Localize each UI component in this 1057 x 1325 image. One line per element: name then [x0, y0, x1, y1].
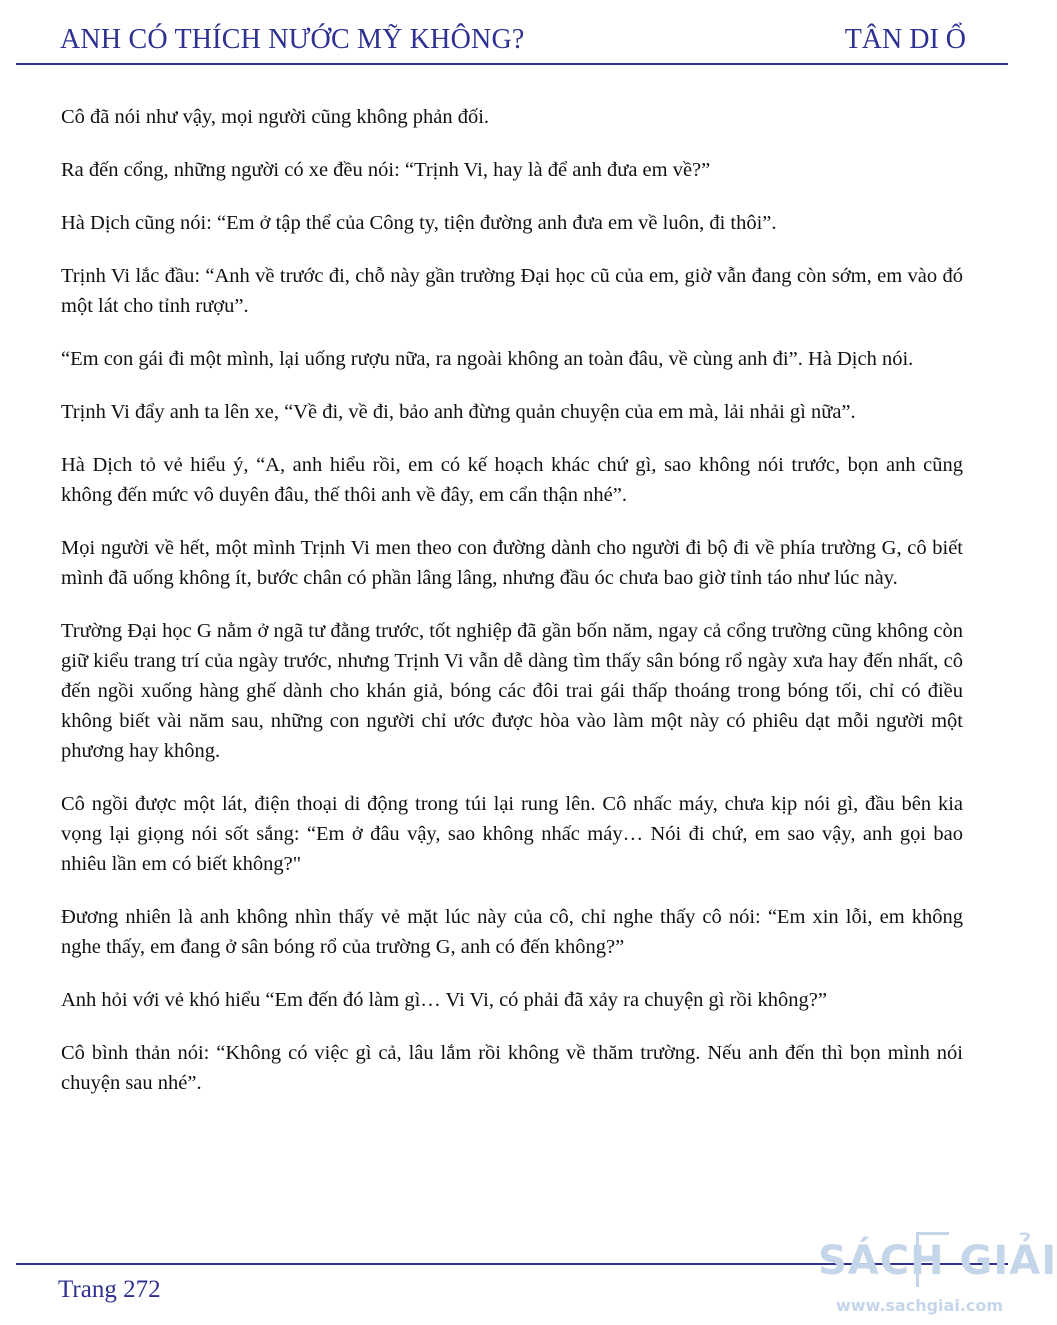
watermark-url: www.sachgiai.com: [836, 1296, 1004, 1315]
book-title: ANH CÓ THÍCH NƯỚC MỸ KHÔNG?: [60, 24, 525, 55]
watermark: [808, 1224, 1057, 1324]
paragraph: “Em con gái đi một mình, lại uống rượu nữa, ra ngoài không an toàn đâu, về cùng anh đi”. Hà Dịch nói.: [61, 348, 914, 370]
paragraph: Hà Dịch cũng nói: “Em ở tập thể của Công ty, tiện đường anh đưa em về luôn, đi thôi”.: [61, 212, 777, 234]
paragraph: Trường Đại học G nằm ở ngã tư đằng trước, tốt nghiệp đã gần bốn năm, ngay cả cổng trường cũng không còn giữ kiểu trang trí của ngày trước, nhưng Trịnh Vi vẫn dễ dàng tìm thấy sân bóng rổ ngày xưa hay đến nhất, cô đến ngồi xuống hàng ghế dành cho khán giả, bóng các đôi trai gái thấp thoáng trong bóng tối, chỉ có điều không biết vài năm sau, những con người chỉ ước được hòa vào làm một này có phiêu dạt mỗi người một phương hay không.: [61, 620, 963, 762]
paragraph: Cô bình thản nói: “Không có việc gì cả, lâu lắm rồi không về thăm trường. Nếu anh đến thì bọn mình nói chuyện sau nhé”.: [61, 1042, 963, 1094]
paragraph: Cô ngồi được một lát, điện thoại di động trong túi lại rung lên. Cô nhấc máy, chưa kịp nói gì, đầu bên kia vọng lại giọng nói sốt sắng: “Em ở đâu vậy, sao không nhấc máy… Nói đi chứ, em sao vậy, anh gọi bao nhiêu lần em có biết không?": [61, 793, 963, 875]
paragraph: Hà Dịch tỏ vẻ hiểu ý, “A, anh hiểu rồi, em có kế hoạch khác chứ gì, sao không nói trước, bọn anh cũng không đến mức vô duyên đâu, thế thôi anh về đây, em cẩn thận nhé”.: [61, 454, 963, 506]
author-name: TÂN DI Ổ: [844, 24, 966, 55]
paragraph: Anh hỏi với vẻ khó hiểu “Em đến đó làm gì… Vi Vi, có phải đã xảy ra chuyện gì rồi không?”: [61, 989, 827, 1011]
paragraph: Đương nhiên là anh không nhìn thấy vẻ mặt lúc này của cô, chỉ nghe thấy cô nói: “Em xin lỗi, em không nghe thấy, em đang ở sân bóng rổ của trường G, anh có đến không?”: [61, 906, 963, 958]
paragraph: Mọi người về hết, một mình Trịnh Vi men theo con đường dành cho người đi bộ đi về phía trường G, cô biết mình đã uống không ít, bước chân có phần lâng lâng, nhưng đầu óc chưa bao giờ tỉnh táo như lúc này.: [61, 537, 963, 589]
watermark-logo: SÁCH GIẢI: [818, 1238, 1057, 1284]
paragraph: Ra đến cổng, những người có xe đều nói: “Trịnh Vi, hay là để anh đưa em về?”: [61, 159, 711, 181]
paragraph: Trịnh Vi đẩy anh ta lên xe, “Về đi, về đi, bảo anh đừng quản chuyện của em mà, lải nhải gì nữa”.: [61, 401, 856, 423]
page-number: Trang 272: [58, 1276, 161, 1303]
page-header: [0, 0, 1024, 66]
paragraph: Cô đã nói như vậy, mọi người cũng không phản đối.: [61, 106, 490, 128]
header-divider: [16, 63, 1008, 65]
paragraph: Trịnh Vi lắc đầu: “Anh về trước đi, chỗ này gần trường Đại học cũ của em, giờ vẫn đang còn sớm, em vào đó một lát cho tỉnh rượu”.: [61, 265, 963, 317]
body-text: [61, 102, 963, 1121]
